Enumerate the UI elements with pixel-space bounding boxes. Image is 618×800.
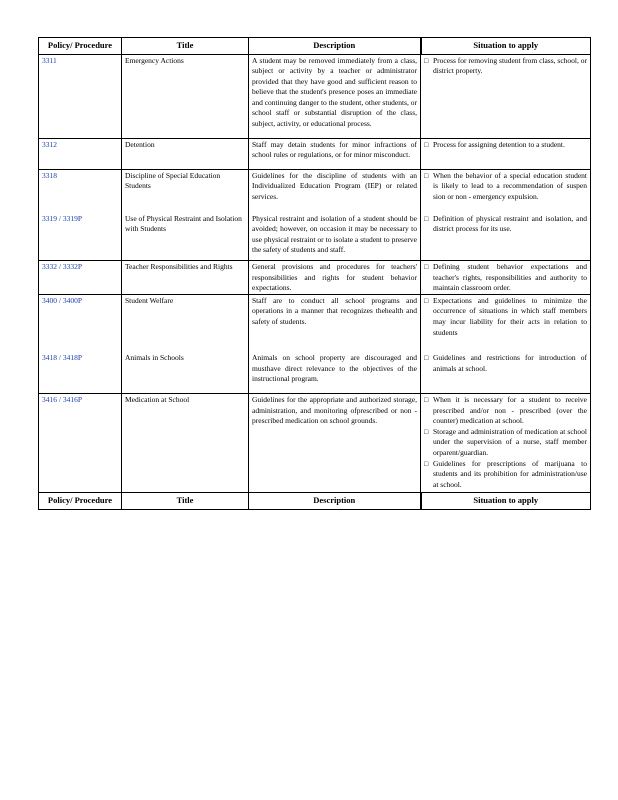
- situation-text: Defining student behavior expectations and teacher's rights, responsibilities and authority to maintain classroom order.: [433, 262, 587, 293]
- footer-header-title: Title: [122, 493, 249, 510]
- policy-number: 3319 / 3319P: [39, 213, 122, 261]
- policy-number: 3332 / 3332P: [39, 261, 122, 295]
- situation-text: Expectations and guidelines to minimize the occurrence of situations in which staff members may incur liability for their acts in relation to students: [433, 295, 587, 337]
- policy-description: General provisions and procedures for teachers' responsibilities and rights for student behavior expectations.: [249, 261, 421, 295]
- bullet-box-icon: □: [424, 296, 429, 305]
- footer-header-situation: Situation to apply: [421, 493, 591, 510]
- table-row: [39, 294, 591, 352]
- bullet-box-icon: □: [424, 263, 429, 271]
- policy-table: [38, 37, 591, 510]
- situation-cell: [421, 294, 591, 352]
- situation-text: Definition of physical restraint and isolation, and district process for its use.: [433, 213, 587, 234]
- table-row: [39, 393, 591, 492]
- policy-title: Use of Physical Restraint and Isolation with Students: [122, 213, 249, 261]
- policy-title: Detention: [122, 138, 249, 169]
- table-row: [39, 54, 591, 138]
- situation-item: [424, 214, 587, 235]
- policy-title: Teacher Responsibilities and Rights: [122, 261, 249, 295]
- situation-text: Storage and administration of medication at school under the supervision of a nurse, staff member orparent/guardian.: [433, 426, 587, 457]
- situation-item: [424, 171, 587, 203]
- policy-number: 3400 / 3400P: [39, 294, 122, 352]
- policy-number: 3416 / 3416P: [39, 393, 122, 492]
- policy-title: Emergency Actions: [122, 54, 249, 138]
- bullet-box-icon: □: [424, 140, 429, 149]
- policy-title: Animals in Schools: [122, 352, 249, 393]
- policy-number: 3318: [39, 169, 122, 212]
- policy-title: Discipline of Special Education Students: [122, 169, 249, 212]
- situation-text: Guidelines and restrictions for introduction of animals at school.: [433, 353, 587, 373]
- situation-text: Process for assigning detention to a student.: [433, 139, 565, 149]
- situation-cell: [421, 169, 591, 212]
- bullet-box-icon: □: [424, 214, 429, 223]
- situation-text: Guidelines for prescriptions of marijuana to students and its prohibition for administration/use at school.: [433, 458, 587, 489]
- table-row: [39, 352, 591, 393]
- bullet-box-icon: □: [424, 459, 429, 468]
- situation-item: [424, 56, 587, 77]
- situation-cell: [421, 261, 591, 295]
- bullet-box-icon: □: [424, 427, 429, 436]
- situation-item: [424, 427, 587, 459]
- header-title: Title: [122, 38, 249, 55]
- header-situation: Situation to apply: [421, 38, 591, 55]
- policy-description: Staff may detain students for minor infractions of school rules or regulations, or for minor misconduct.: [249, 138, 421, 169]
- situation-cell: [421, 138, 591, 169]
- situation-text: When it is necessary for a student to receive prescribed and/or non - prescribed (over the counter) medication at school.: [433, 394, 587, 426]
- policy-number: 3311: [39, 54, 122, 138]
- table-row: [39, 138, 591, 169]
- policy-description: Guidelines for the discipline of students with an Individualized Education Program (IEP) or related services.: [249, 169, 421, 212]
- policy-description: Animals on school property are discouraged and musthave direct relevance to the objectives of the instructional program.: [249, 352, 421, 393]
- situation-item: [424, 395, 587, 427]
- situation-item: [424, 262, 587, 294]
- situation-text: Process for removing student from class, school, or district property.: [433, 55, 587, 76]
- situation-item: [424, 140, 587, 151]
- situation-item: [424, 459, 587, 491]
- policy-table-page: [38, 37, 590, 510]
- table-footer-header-row: [39, 493, 591, 510]
- situation-text: When the behavior of a special education student is likely to lead to a recommendation of suspen sion or non - emergency expulsion.: [433, 170, 587, 202]
- situation-cell: [421, 352, 591, 393]
- bullet-box-icon: □: [424, 56, 429, 65]
- policy-description: Guidelines for the appropriate and authorized storage, administration, and monitoring ofprescribed or non -prescribed medication on school grounds.: [249, 393, 421, 492]
- policy-number: 3312: [39, 138, 122, 169]
- footer-header-policy: Policy/ Procedure: [39, 493, 122, 510]
- policy-description: A student may be removed immediately from a class, subject or activity by a teacher or administrator provided that they have good and sufficient reason to believe that the student's presence poses an immediate and continuing danger to the student, other students, or school staff or substantial disruption of the class, subject, activity, or educational process.: [249, 54, 421, 138]
- header-description: Description: [249, 38, 421, 55]
- policy-description: Staff are to conduct all school programs and operations in a manner that recognizes thehealth and safety of students.: [249, 294, 421, 352]
- bullet-box-icon: □: [424, 354, 429, 363]
- policy-title: Medication at School: [122, 393, 249, 492]
- bullet-box-icon: □: [424, 395, 429, 404]
- policy-number: 3418 / 3418P: [39, 352, 122, 393]
- table-header-row: [39, 38, 591, 55]
- situation-cell: [421, 393, 591, 492]
- bullet-box-icon: □: [424, 171, 429, 180]
- policy-title: Student Welfare: [122, 294, 249, 352]
- situation-cell: [421, 54, 591, 138]
- situation-item: [424, 353, 587, 374]
- header-policy: Policy/ Procedure: [39, 38, 122, 55]
- table-row: [39, 213, 591, 261]
- footer-header-description: Description: [249, 493, 421, 510]
- table-row: [39, 261, 591, 295]
- table-row: [39, 169, 591, 212]
- situation-cell: [421, 213, 591, 261]
- policy-description: Physical restraint and isolation of a student should be avoided; however, on occasion it may be necessary to use physical restraint or to isolate a student to preserve the safety of students and staff.: [249, 213, 421, 261]
- situation-item: [424, 296, 587, 338]
